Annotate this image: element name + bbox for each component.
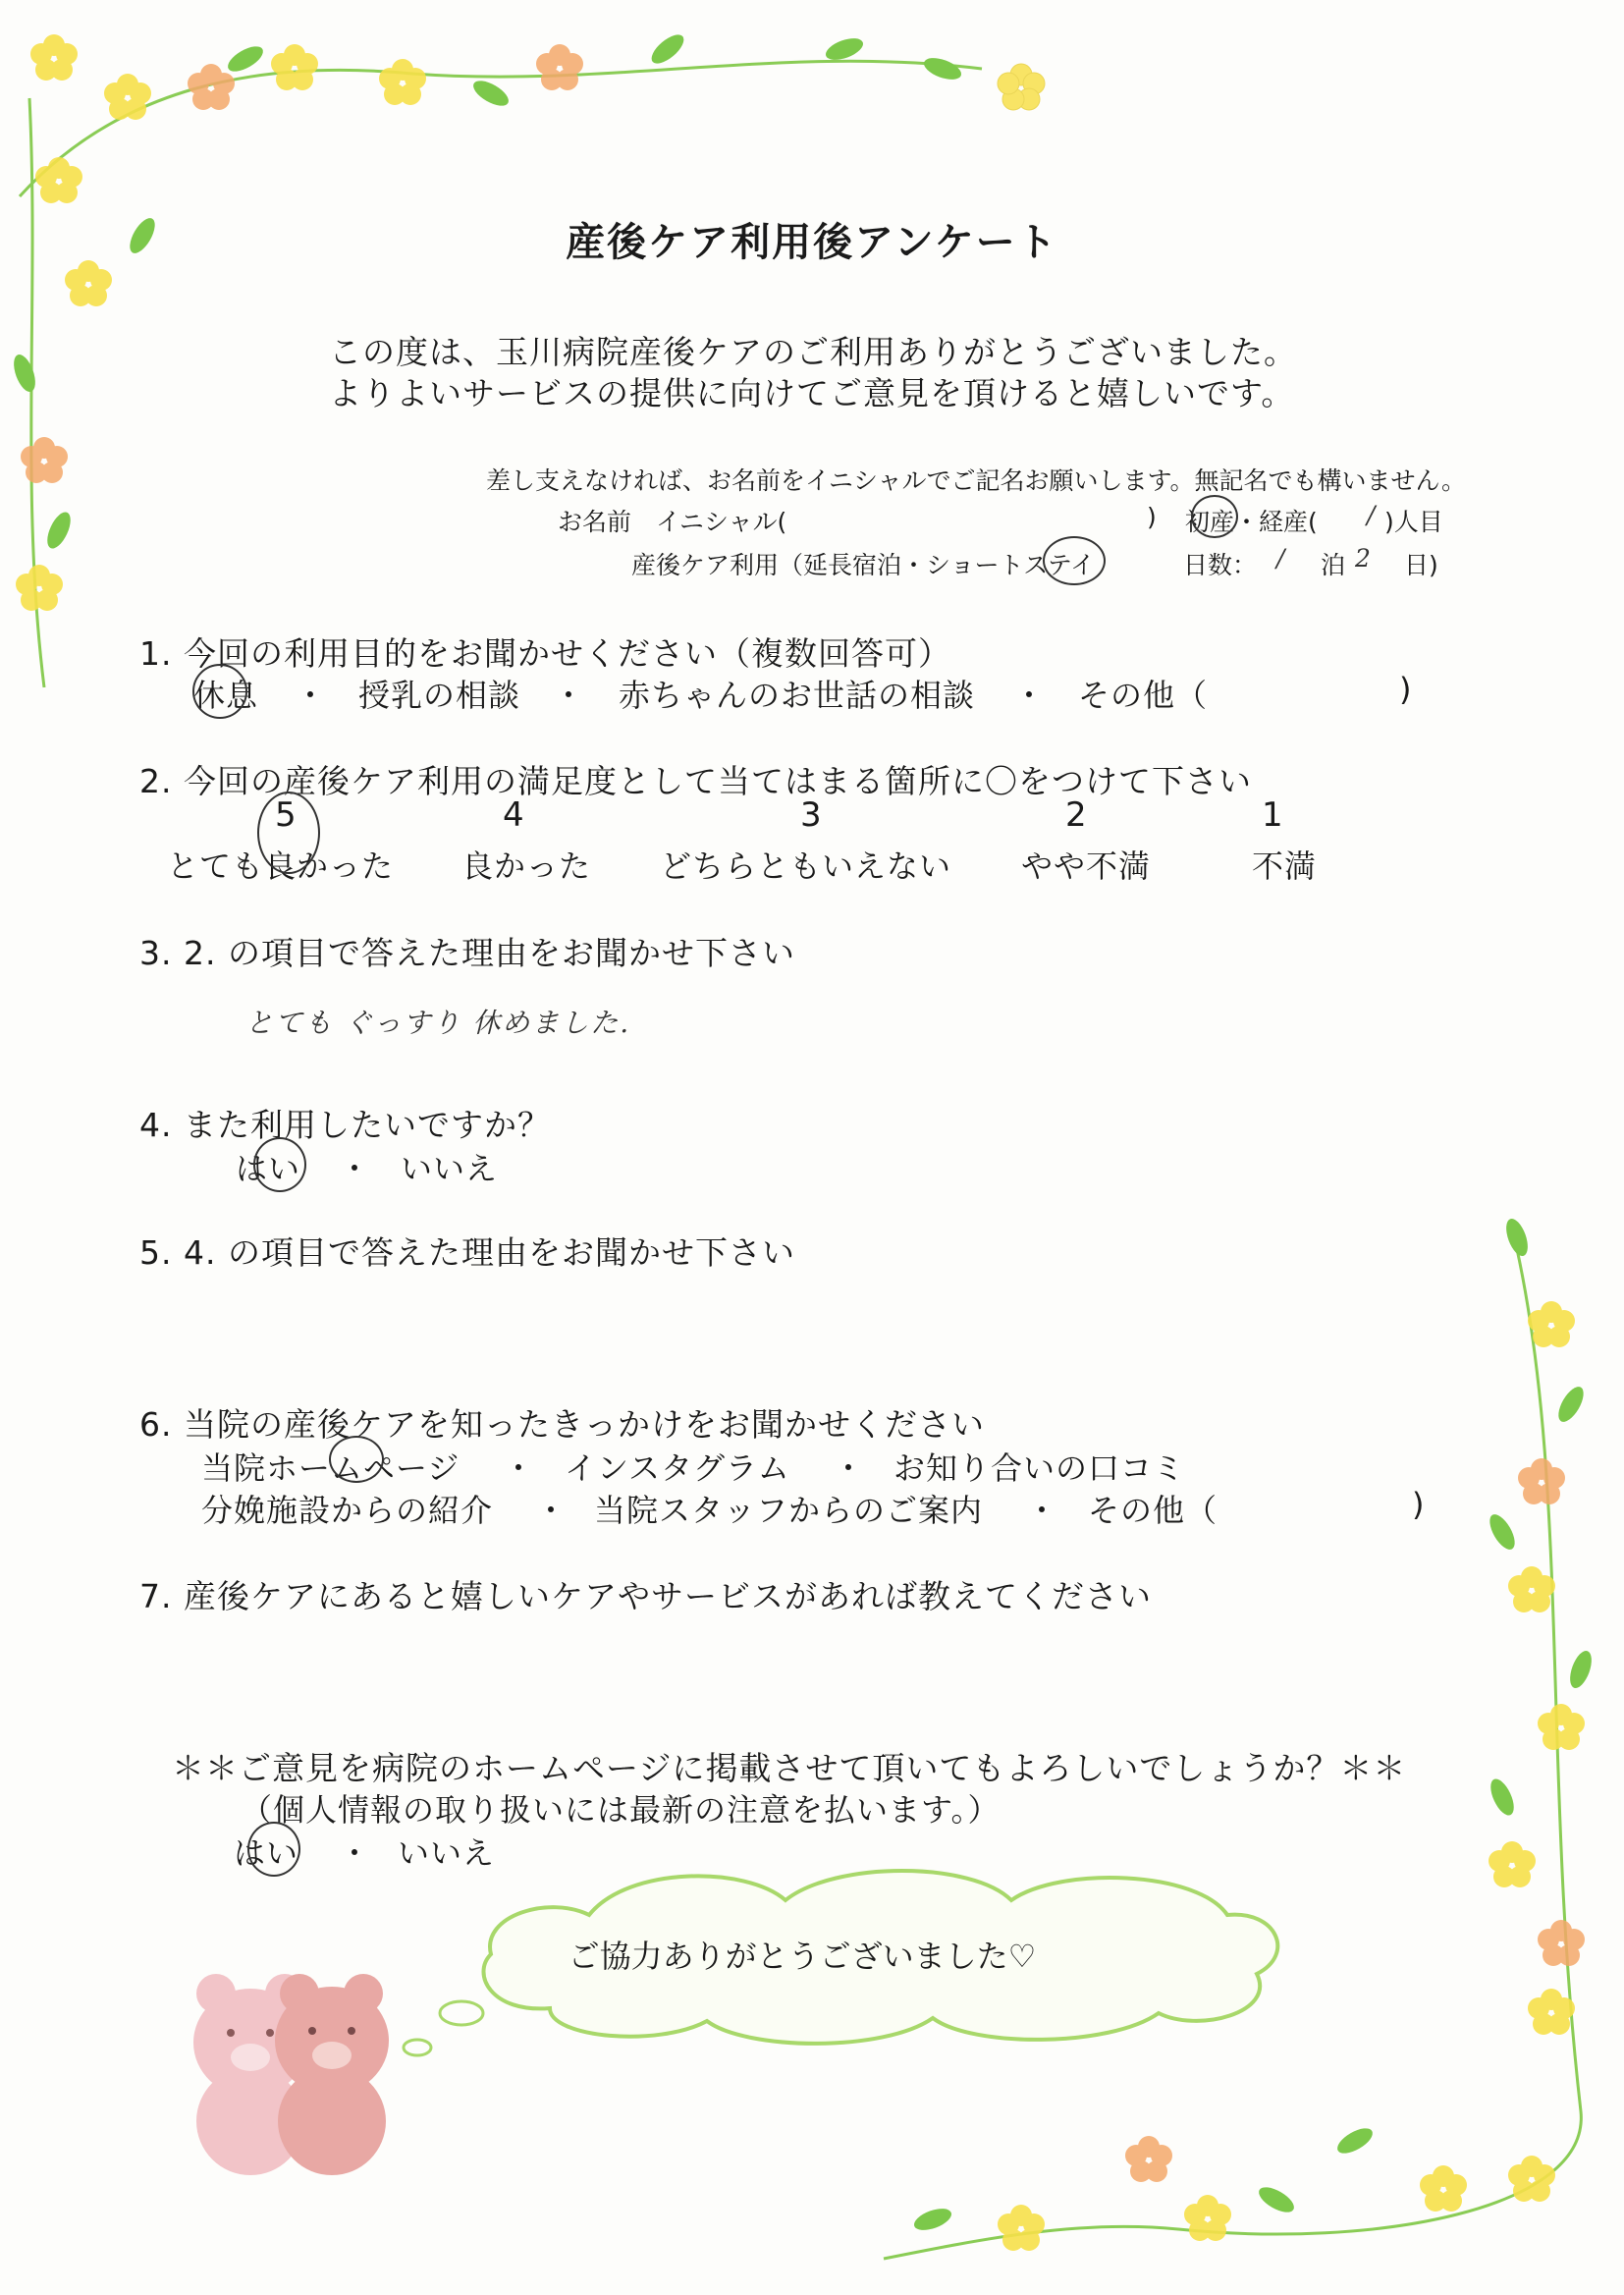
q2-score-5-circle-mark [257,792,320,874]
question-2: 2. 今回の産後ケア利用の満足度として当てはまる箇所に〇をつけて下さい [139,762,1252,800]
thanks-message [0,1932,1624,1977]
days-value: / [1276,544,1285,573]
intro-line-1: この度は、玉川病院産後ケアのご利用ありがとうございました。 [329,333,1297,371]
q6-separator-4: ・ [1026,1492,1059,1529]
birth-suffix: )人目 [1384,508,1443,536]
days-suffix: 日) [1404,551,1438,579]
q1-separator-2: ・ [553,677,586,714]
q6-option-staff: 当院スタッフからのご案内 [594,1492,984,1529]
question-3: 3. 2. の項目で答えた理由をお聞かせ下さい [139,934,795,972]
question-1: 1. 今回の利用目的をお聞かせください（複数回答可） [139,634,951,673]
q6-option-homepage: 当院ホームページ [201,1449,460,1487]
nights-value: 2 [1355,544,1371,573]
q6-option-word-of-mouth: お知り合いの口コミ [893,1449,1186,1487]
question-7: 7. 産後ケアにあると嬉しいケアやサービスがあれば教えてください [139,1577,1152,1615]
bear-illustration [193,1974,389,2175]
q2-scale-5-label: とても良かった [167,847,395,885]
q1-separator-1: ・ [295,677,328,714]
q2-scale-2-number: 2 [1065,795,1087,835]
q1-option-rest: 休息 [193,677,259,714]
initial-label: お名前 イニシャル( [558,508,787,536]
q6-other-close: ) [1412,1486,1426,1523]
q2-scale-3-number: 3 [800,795,822,835]
q4-option-yes: はい [236,1150,301,1187]
q6-option-instagram: インスタグラム [565,1449,790,1487]
question-6: 6. 当院の産後ケアを知ったきっかけをお聞かせください [139,1405,985,1444]
q1-option-other: その他（ [1078,677,1209,714]
q1-rest-circle-mark [192,664,247,719]
consent-separator: ・ [339,1834,372,1872]
q3-handwritten-answer: とても ぐっすり 休めました. [245,1007,631,1039]
nights-label: 泊 [1321,551,1346,579]
birth-label: 初産・経産( [1185,508,1318,536]
initial-close: ) [1147,503,1157,531]
q6-option-referral: 分娩施設からの紹介 [201,1492,494,1529]
q4-yes-circle-mark [253,1137,306,1192]
consent-option-no: いいえ [398,1834,496,1872]
q2-scale-1-label: 不満 [1252,847,1318,885]
q2-scale-4-number: 4 [503,795,524,835]
q6-homepage-circle-mark [329,1436,384,1483]
q6-separator-2: ・ [833,1449,866,1487]
days-label: 日数： [1183,551,1258,579]
q2-scale-5-number: 5 [275,795,297,835]
q1-other-close: ) [1399,671,1413,708]
stay-label: 産後ケア利用（延長宿泊・ショートステイ [631,551,1096,579]
birth-value: / [1367,501,1376,529]
q1-option-feeding: 授乳の相談 [358,677,521,714]
q1-separator-3: ・ [1013,677,1047,714]
q6-separator-1: ・ [503,1449,536,1487]
consent-yes-circle-mark [247,1822,300,1877]
consent-option-yes: はい [234,1834,299,1872]
short-stay-circle-mark [1043,536,1106,585]
consent-question: ＊＊ご意見を病院のホームページに掲載させて頂いてもよろしいでしょうか？＊＊ [172,1749,1407,1787]
survey-title: 産後ケア利用後アンケート [566,220,1058,265]
q4-separator: ・ [339,1150,372,1187]
q6-option-other: その他（ [1088,1492,1218,1529]
intro-line-2: よりよいサービスの提供に向けてご意見を頂けると嬉しいです。 [329,374,1295,412]
consent-note: （個人情報の取り扱いには最新の注意を払います。） [241,1791,1001,1829]
first-birth-circle-mark [1191,495,1238,538]
q6-separator-3: ・ [535,1492,568,1529]
question-4: 4. また利用したいですか？ [139,1106,551,1144]
q2-scale-4-label: 良かった [461,847,592,885]
name-note: 差し支えなければ、お名前をイニシャルでご記名お願いします。無記名でも構いません。 [486,466,1467,495]
question-5: 5. 4. の項目で答えた理由をお聞かせ下さい [139,1233,795,1272]
q2-scale-1-number: 1 [1262,795,1283,835]
thanks-text: ご協力ありがとうございました♡ [568,1938,1037,1975]
q2-scale-2-label: やや不満 [1021,847,1152,885]
q1-option-baby-care: 赤ちゃんのお世話の相談 [619,677,976,714]
q2-scale-3-label: どちらともいえない [660,847,952,885]
q4-option-no: いいえ [401,1150,499,1187]
